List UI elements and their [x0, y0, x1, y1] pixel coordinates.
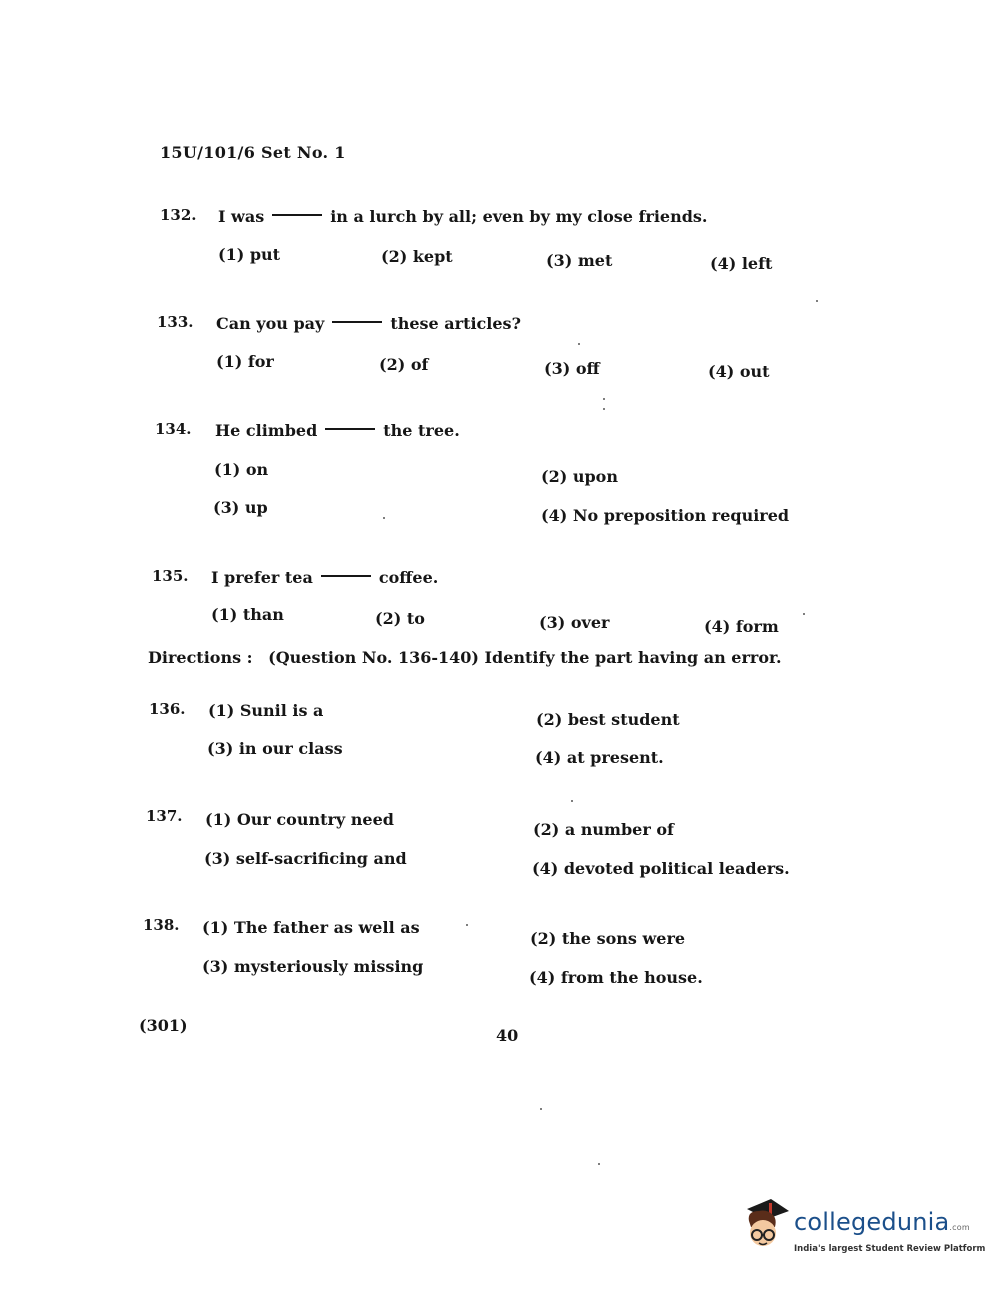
option-1: (1) Sunil is a [208, 701, 324, 720]
question-number: 132. [160, 206, 197, 224]
scan-speck [466, 924, 468, 926]
question-text: Can you pay these articles? [216, 314, 521, 333]
blank-line [332, 321, 382, 323]
option-4: (4) from the house. [529, 968, 703, 987]
option-1: (1) than [211, 605, 284, 624]
directions-text: (Question No. 136-140) Identify the part having an error. [268, 648, 782, 667]
option-2: (2) best student [536, 710, 680, 729]
scan-speck [578, 343, 580, 345]
paper-code-footer: (301) [139, 1016, 188, 1035]
question-text: I prefer tea coffee. [211, 568, 439, 587]
question-number: 136. [149, 700, 186, 718]
scan-speck [603, 408, 605, 410]
option-3: (3) up [213, 498, 268, 517]
option-1: (1) Our country need [205, 810, 394, 829]
scan-speck [540, 1108, 542, 1110]
option-2: (2) kept [381, 247, 453, 266]
option-1: (1) put [218, 245, 281, 264]
question-number: 138. [143, 916, 180, 934]
option-4: (4) devoted political leaders. [532, 859, 790, 878]
option-4: (4) out [708, 362, 770, 381]
directions-label: Directions : [148, 648, 253, 667]
option-2: (2) to [375, 609, 425, 628]
brand-tagline: India's largest Student Review Platform [794, 1244, 986, 1254]
blank-line [321, 575, 371, 577]
option-3: (3) mysteriously missing [202, 957, 424, 976]
option-4: (4) at present. [535, 748, 664, 767]
scan-speck [383, 517, 385, 519]
option-3: (3) in our class [207, 739, 343, 758]
option-1: (1) The father as well as [202, 918, 420, 937]
question-number: 134. [155, 420, 192, 438]
option-2: (2) a number of [533, 820, 674, 839]
option-3: (3) met [546, 251, 613, 270]
scan-speck [571, 800, 573, 802]
option-1: (1) for [216, 352, 274, 371]
option-4: (4) form [704, 617, 779, 636]
option-4: (4) left [710, 254, 773, 273]
option-1: (1) on [214, 460, 269, 479]
scan-speck [816, 300, 818, 302]
option-2: (2) the sons were [530, 929, 686, 948]
directions [148, 648, 782, 667]
question-number: 137. [146, 807, 183, 825]
option-3: (3) off [544, 359, 600, 378]
collegedunia-mascot-icon [737, 1197, 793, 1253]
option-2: (2) upon [541, 467, 618, 486]
question-number: 135. [152, 567, 189, 585]
option-2: (2) of [379, 355, 429, 374]
option-3: (3) self-sacrificing and [204, 849, 407, 868]
scan-speck [603, 398, 605, 400]
blank-line [325, 428, 375, 430]
blank-line [272, 214, 322, 216]
question-text: He climbed the tree. [215, 421, 460, 440]
option-3: (3) over [539, 613, 610, 632]
exam-code-header: 15U/101/6 Set No. 1 [160, 143, 346, 162]
scan-speck [803, 613, 805, 615]
option-4: (4) No preposition required [541, 506, 790, 525]
brand-name: collegedunia.com [794, 1208, 970, 1236]
question-number: 133. [157, 313, 194, 331]
page-number: 40 [496, 1026, 519, 1045]
scan-speck [598, 1163, 600, 1165]
question-text: I was in a lurch by all; even by my close friends. [218, 207, 708, 226]
